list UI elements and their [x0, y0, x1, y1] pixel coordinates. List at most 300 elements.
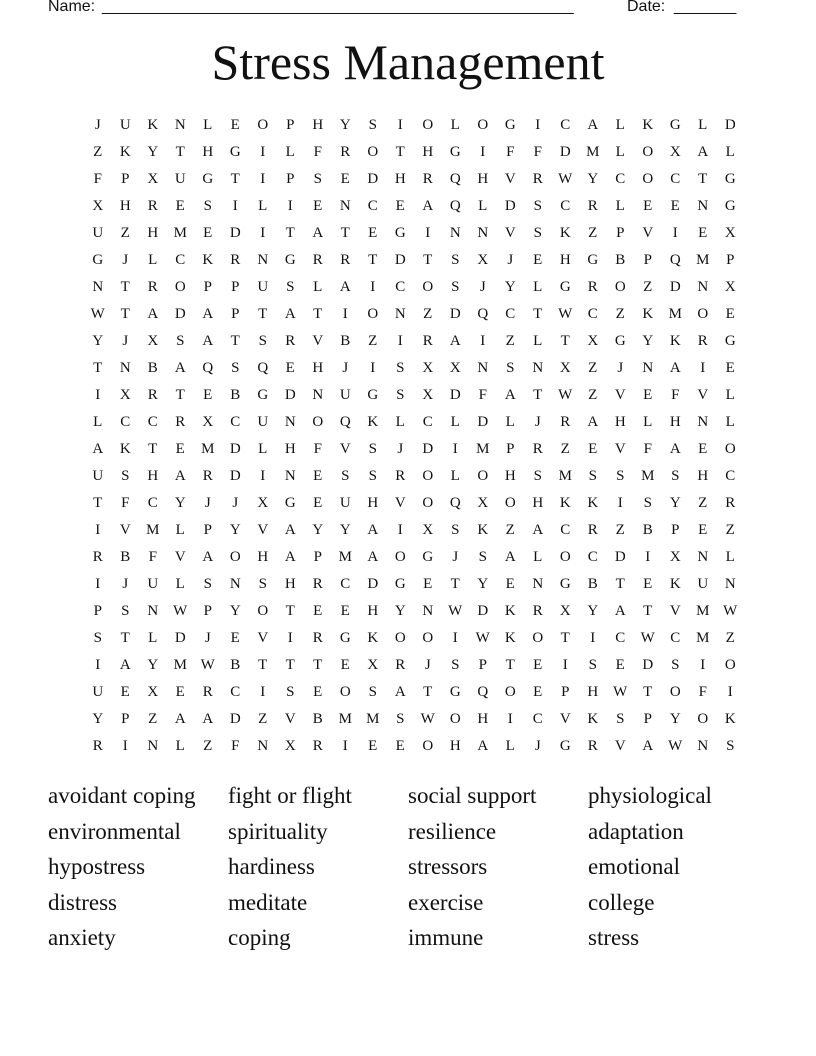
- grid-letter[interactable]: L: [450, 117, 460, 133]
- grid-letter[interactable]: C: [230, 684, 241, 700]
- grid-letter[interactable]: S: [451, 252, 460, 268]
- grid-letter[interactable]: P: [726, 252, 735, 268]
- grid-letter[interactable]: N: [532, 360, 544, 376]
- grid-letter[interactable]: W: [420, 711, 435, 727]
- grid-letter[interactable]: I: [425, 225, 431, 241]
- grid-letter[interactable]: O: [422, 279, 434, 295]
- grid-letter[interactable]: A: [614, 603, 626, 619]
- grid-letter[interactable]: B: [312, 711, 323, 727]
- grid-letter[interactable]: D: [449, 306, 461, 322]
- grid-letter[interactable]: C: [725, 468, 736, 484]
- grid-letter[interactable]: L: [615, 144, 625, 160]
- grid-letter[interactable]: T: [560, 630, 570, 646]
- grid-letter[interactable]: I: [95, 657, 101, 673]
- grid-letter[interactable]: S: [451, 522, 460, 538]
- grid-letter[interactable]: S: [258, 576, 267, 592]
- grid-letter[interactable]: A: [202, 711, 214, 727]
- grid-letter[interactable]: E: [643, 387, 653, 403]
- grid-letter[interactable]: L: [615, 198, 625, 214]
- grid-letter[interactable]: M: [696, 630, 710, 646]
- grid-letter[interactable]: J: [397, 441, 404, 457]
- grid-letter[interactable]: U: [697, 576, 709, 592]
- grid-letter[interactable]: H: [587, 684, 599, 700]
- grid-letter[interactable]: O: [422, 117, 434, 133]
- grid-letter[interactable]: W: [90, 306, 105, 322]
- grid-letter[interactable]: A: [339, 279, 351, 295]
- grid-letter[interactable]: A: [587, 117, 599, 133]
- grid-letter[interactable]: N: [229, 576, 241, 592]
- grid-letter[interactable]: H: [422, 144, 434, 160]
- grid-letter[interactable]: S: [533, 225, 542, 241]
- grid-letter[interactable]: N: [284, 414, 296, 430]
- grid-letter[interactable]: O: [504, 684, 516, 700]
- grid-letter[interactable]: N: [147, 603, 159, 619]
- grid-letter[interactable]: Q: [449, 171, 461, 187]
- grid-letter[interactable]: C: [147, 414, 158, 430]
- grid-letter[interactable]: C: [670, 630, 681, 646]
- grid-letter[interactable]: H: [367, 603, 379, 619]
- grid-letter[interactable]: N: [339, 198, 351, 214]
- grid-letter[interactable]: P: [231, 279, 240, 295]
- grid-letter[interactable]: E: [643, 576, 653, 592]
- grid-letter[interactable]: A: [367, 522, 379, 538]
- grid-letter[interactable]: H: [367, 495, 379, 511]
- grid-letter[interactable]: A: [669, 360, 681, 376]
- grid-letter[interactable]: P: [231, 306, 240, 322]
- grid-letter[interactable]: P: [643, 711, 652, 727]
- grid-letter[interactable]: N: [477, 360, 489, 376]
- grid-letter[interactable]: O: [339, 684, 351, 700]
- grid-letter[interactable]: U: [147, 576, 159, 592]
- grid-letter[interactable]: E: [230, 630, 240, 646]
- grid-letter[interactable]: P: [671, 522, 680, 538]
- grid-letter[interactable]: T: [395, 144, 405, 160]
- grid-letter[interactable]: X: [147, 684, 159, 700]
- grid-letter[interactable]: S: [478, 549, 487, 565]
- grid-letter[interactable]: G: [559, 738, 571, 754]
- grid-letter[interactable]: C: [560, 117, 571, 133]
- grid-letter[interactable]: L: [643, 414, 653, 430]
- grid-letter[interactable]: E: [368, 225, 378, 241]
- grid-letter[interactable]: N: [642, 360, 654, 376]
- grid-letter[interactable]: D: [367, 171, 379, 187]
- grid-letter[interactable]: W: [200, 657, 215, 673]
- grid-letter[interactable]: A: [202, 306, 214, 322]
- grid-letter[interactable]: E: [285, 360, 295, 376]
- grid-letter[interactable]: L: [698, 117, 708, 133]
- grid-letter[interactable]: O: [697, 711, 709, 727]
- grid-letter[interactable]: I: [95, 576, 101, 592]
- grid-letter[interactable]: O: [477, 468, 489, 484]
- grid-letter[interactable]: V: [312, 333, 324, 349]
- grid-letter[interactable]: M: [586, 144, 600, 160]
- grid-letter[interactable]: T: [148, 441, 158, 457]
- grid-letter[interactable]: E: [725, 306, 735, 322]
- grid-letter[interactable]: U: [339, 495, 351, 511]
- grid-letter[interactable]: P: [616, 225, 625, 241]
- grid-letter[interactable]: B: [587, 576, 598, 592]
- grid-letter[interactable]: T: [533, 387, 543, 403]
- grid-letter[interactable]: H: [477, 711, 489, 727]
- grid-letter[interactable]: J: [122, 252, 129, 268]
- grid-letter[interactable]: W: [668, 738, 683, 754]
- grid-letter[interactable]: K: [202, 252, 214, 268]
- grid-letter[interactable]: Y: [92, 333, 104, 349]
- grid-letter[interactable]: R: [395, 657, 406, 673]
- grid-letter[interactable]: M: [696, 603, 710, 619]
- grid-letter[interactable]: M: [146, 522, 160, 538]
- grid-letter[interactable]: J: [204, 630, 211, 646]
- grid-letter[interactable]: T: [285, 225, 295, 241]
- grid-letter[interactable]: X: [669, 144, 681, 160]
- grid-letter[interactable]: T: [120, 279, 130, 295]
- grid-letter[interactable]: K: [367, 414, 379, 430]
- grid-letter[interactable]: Y: [642, 333, 654, 349]
- grid-letter[interactable]: Z: [120, 225, 130, 241]
- grid-letter[interactable]: S: [203, 198, 212, 214]
- grid-letter[interactable]: E: [615, 657, 625, 673]
- grid-letter[interactable]: G: [422, 549, 434, 565]
- grid-letter[interactable]: T: [258, 657, 268, 673]
- grid-letter[interactable]: S: [368, 468, 377, 484]
- grid-letter[interactable]: V: [697, 387, 709, 403]
- grid-letter[interactable]: U: [92, 225, 104, 241]
- grid-letter[interactable]: L: [725, 387, 735, 403]
- grid-letter[interactable]: C: [367, 198, 378, 214]
- grid-letter[interactable]: N: [92, 279, 104, 295]
- grid-letter[interactable]: I: [452, 630, 458, 646]
- grid-letter[interactable]: I: [95, 387, 101, 403]
- grid-letter[interactable]: E: [313, 468, 323, 484]
- grid-letter[interactable]: K: [559, 495, 571, 511]
- grid-letter[interactable]: I: [370, 279, 376, 295]
- grid-letter[interactable]: G: [394, 576, 406, 592]
- grid-letter[interactable]: O: [559, 549, 571, 565]
- grid-letter[interactable]: O: [642, 171, 654, 187]
- grid-letter[interactable]: L: [533, 279, 543, 295]
- grid-letter[interactable]: X: [477, 495, 489, 511]
- grid-letter[interactable]: J: [534, 414, 541, 430]
- grid-letter[interactable]: E: [120, 684, 130, 700]
- grid-letter[interactable]: A: [284, 549, 296, 565]
- grid-letter[interactable]: O: [367, 306, 379, 322]
- grid-letter[interactable]: I: [342, 306, 348, 322]
- grid-letter[interactable]: P: [93, 603, 102, 619]
- grid-letter[interactable]: A: [284, 522, 296, 538]
- grid-letter[interactable]: T: [230, 171, 240, 187]
- grid-letter[interactable]: P: [286, 117, 295, 133]
- grid-letter[interactable]: R: [587, 522, 598, 538]
- grid-letter[interactable]: Z: [588, 225, 598, 241]
- grid-letter[interactable]: I: [507, 711, 513, 727]
- grid-letter[interactable]: U: [257, 279, 269, 295]
- grid-letter[interactable]: E: [395, 198, 405, 214]
- grid-letter[interactable]: A: [532, 522, 544, 538]
- grid-letter[interactable]: I: [645, 549, 651, 565]
- grid-letter[interactable]: C: [422, 414, 433, 430]
- grid-letter[interactable]: T: [175, 387, 185, 403]
- grid-letter[interactable]: E: [203, 225, 213, 241]
- grid-letter[interactable]: K: [147, 117, 159, 133]
- grid-letter[interactable]: D: [559, 144, 571, 160]
- grid-letter[interactable]: R: [340, 144, 351, 160]
- grid-letter[interactable]: V: [257, 522, 269, 538]
- grid-letter[interactable]: H: [257, 549, 269, 565]
- grid-letter[interactable]: Z: [423, 306, 433, 322]
- grid-letter[interactable]: F: [698, 684, 707, 700]
- grid-letter[interactable]: J: [232, 495, 239, 511]
- grid-letter[interactable]: O: [312, 414, 324, 430]
- grid-letter[interactable]: V: [614, 387, 626, 403]
- grid-letter[interactable]: G: [92, 252, 104, 268]
- grid-letter[interactable]: G: [284, 252, 296, 268]
- grid-letter[interactable]: B: [340, 333, 351, 349]
- grid-letter[interactable]: S: [533, 468, 542, 484]
- grid-letter[interactable]: A: [174, 360, 186, 376]
- grid-letter[interactable]: E: [698, 522, 708, 538]
- grid-letter[interactable]: P: [313, 549, 322, 565]
- grid-letter[interactable]: S: [396, 387, 405, 403]
- grid-letter[interactable]: X: [477, 252, 489, 268]
- grid-letter[interactable]: Z: [643, 279, 653, 295]
- grid-letter[interactable]: Z: [148, 711, 158, 727]
- grid-letter[interactable]: T: [93, 495, 103, 511]
- grid-letter[interactable]: J: [204, 495, 211, 511]
- grid-letter[interactable]: N: [697, 414, 709, 430]
- grid-letter[interactable]: L: [203, 117, 213, 133]
- grid-letter[interactable]: Z: [725, 630, 735, 646]
- grid-letter[interactable]: L: [725, 414, 735, 430]
- grid-letter[interactable]: G: [449, 684, 461, 700]
- grid-letter[interactable]: Y: [174, 495, 186, 511]
- grid-letter[interactable]: K: [642, 306, 654, 322]
- grid-letter[interactable]: A: [119, 657, 131, 673]
- grid-letter[interactable]: P: [203, 522, 212, 538]
- grid-letter[interactable]: E: [423, 576, 433, 592]
- grid-letter[interactable]: E: [698, 225, 708, 241]
- grid-letter[interactable]: N: [697, 279, 709, 295]
- grid-letter[interactable]: I: [287, 198, 293, 214]
- grid-letter[interactable]: R: [202, 684, 213, 700]
- grid-letter[interactable]: N: [532, 576, 544, 592]
- grid-letter[interactable]: I: [397, 117, 403, 133]
- grid-letter[interactable]: T: [533, 306, 543, 322]
- grid-letter[interactable]: K: [504, 630, 516, 646]
- grid-letter[interactable]: A: [174, 711, 186, 727]
- grid-letter[interactable]: W: [448, 603, 463, 619]
- grid-letter[interactable]: I: [260, 684, 266, 700]
- grid-letter[interactable]: X: [147, 333, 159, 349]
- grid-letter[interactable]: R: [532, 441, 543, 457]
- grid-letter[interactable]: G: [367, 387, 379, 403]
- grid-letter[interactable]: I: [260, 171, 266, 187]
- grid-letter[interactable]: J: [122, 333, 129, 349]
- grid-letter[interactable]: U: [174, 171, 186, 187]
- grid-letter[interactable]: X: [559, 360, 571, 376]
- grid-letter[interactable]: N: [312, 387, 324, 403]
- grid-letter[interactable]: C: [505, 306, 516, 322]
- grid-letter[interactable]: J: [342, 360, 349, 376]
- grid-letter[interactable]: Z: [203, 738, 213, 754]
- grid-letter[interactable]: A: [504, 549, 516, 565]
- grid-letter[interactable]: A: [284, 306, 296, 322]
- grid-letter[interactable]: E: [340, 657, 350, 673]
- grid-letter[interactable]: A: [477, 738, 489, 754]
- grid-letter[interactable]: X: [559, 603, 571, 619]
- grid-letter[interactable]: O: [532, 630, 544, 646]
- grid-letter[interactable]: L: [175, 522, 185, 538]
- grid-letter[interactable]: I: [590, 630, 596, 646]
- grid-letter[interactable]: A: [92, 441, 104, 457]
- grid-letter[interactable]: E: [588, 441, 598, 457]
- grid-letter[interactable]: I: [287, 630, 293, 646]
- grid-letter[interactable]: V: [174, 549, 186, 565]
- grid-letter[interactable]: S: [396, 711, 405, 727]
- grid-letter[interactable]: O: [614, 279, 626, 295]
- grid-letter[interactable]: R: [395, 468, 406, 484]
- grid-letter[interactable]: I: [562, 657, 568, 673]
- grid-letter[interactable]: A: [449, 333, 461, 349]
- grid-letter[interactable]: X: [422, 522, 434, 538]
- grid-letter[interactable]: I: [700, 657, 706, 673]
- grid-letter[interactable]: Y: [229, 603, 241, 619]
- grid-letter[interactable]: K: [504, 603, 516, 619]
- grid-letter[interactable]: V: [504, 225, 516, 241]
- grid-letter[interactable]: Y: [147, 144, 159, 160]
- grid-letter[interactable]: C: [615, 630, 626, 646]
- grid-letter[interactable]: L: [505, 414, 515, 430]
- grid-letter[interactable]: Y: [587, 171, 599, 187]
- grid-letter[interactable]: C: [615, 171, 626, 187]
- grid-letter[interactable]: A: [422, 198, 434, 214]
- date-field-line[interactable]: _______: [674, 0, 737, 15]
- grid-letter[interactable]: Q: [669, 252, 681, 268]
- grid-letter[interactable]: K: [669, 576, 681, 592]
- grid-letter[interactable]: C: [147, 495, 158, 511]
- grid-letter[interactable]: Q: [339, 414, 351, 430]
- grid-letter[interactable]: T: [285, 603, 295, 619]
- grid-letter[interactable]: I: [370, 360, 376, 376]
- grid-letter[interactable]: I: [480, 333, 486, 349]
- grid-letter[interactable]: K: [559, 225, 571, 241]
- grid-letter[interactable]: T: [368, 252, 378, 268]
- grid-letter[interactable]: K: [119, 441, 131, 457]
- grid-letter[interactable]: X: [422, 360, 434, 376]
- grid-letter[interactable]: X: [119, 387, 131, 403]
- grid-letter[interactable]: O: [449, 711, 461, 727]
- grid-letter[interactable]: L: [615, 117, 625, 133]
- grid-letter[interactable]: B: [230, 657, 241, 673]
- grid-letter[interactable]: B: [120, 549, 131, 565]
- grid-letter[interactable]: B: [615, 252, 626, 268]
- grid-letter[interactable]: Z: [505, 522, 515, 538]
- grid-letter[interactable]: R: [312, 576, 323, 592]
- grid-letter[interactable]: S: [671, 657, 680, 673]
- grid-letter[interactable]: G: [284, 495, 296, 511]
- grid-letter[interactable]: H: [669, 414, 681, 430]
- grid-letter[interactable]: O: [422, 495, 434, 511]
- grid-letter[interactable]: K: [477, 522, 489, 538]
- grid-letter[interactable]: D: [367, 576, 379, 592]
- grid-letter[interactable]: S: [368, 441, 377, 457]
- grid-letter[interactable]: X: [147, 171, 159, 187]
- grid-letter[interactable]: I: [397, 522, 403, 538]
- grid-letter[interactable]: M: [641, 468, 655, 484]
- grid-letter[interactable]: H: [449, 738, 461, 754]
- grid-letter[interactable]: F: [313, 144, 322, 160]
- grid-letter[interactable]: D: [174, 630, 186, 646]
- grid-letter[interactable]: X: [92, 198, 104, 214]
- grid-letter[interactable]: L: [725, 144, 735, 160]
- grid-letter[interactable]: C: [340, 576, 351, 592]
- grid-letter[interactable]: E: [725, 360, 735, 376]
- grid-letter[interactable]: Y: [669, 495, 681, 511]
- grid-letter[interactable]: M: [696, 252, 710, 268]
- grid-letter[interactable]: H: [202, 144, 214, 160]
- grid-letter[interactable]: K: [669, 333, 681, 349]
- grid-letter[interactable]: U: [257, 414, 269, 430]
- grid-letter[interactable]: R: [422, 333, 433, 349]
- grid-letter[interactable]: M: [558, 468, 572, 484]
- grid-letter[interactable]: N: [697, 549, 709, 565]
- grid-letter[interactable]: R: [147, 279, 158, 295]
- grid-letter[interactable]: E: [533, 684, 543, 700]
- grid-letter[interactable]: A: [669, 441, 681, 457]
- grid-letter[interactable]: O: [257, 603, 269, 619]
- grid-letter[interactable]: N: [257, 738, 269, 754]
- grid-letter[interactable]: L: [725, 549, 735, 565]
- grid-letter[interactable]: L: [93, 414, 103, 430]
- grid-letter[interactable]: P: [121, 171, 130, 187]
- grid-letter[interactable]: O: [394, 549, 406, 565]
- grid-letter[interactable]: Z: [588, 360, 598, 376]
- grid-letter[interactable]: R: [587, 738, 598, 754]
- grid-letter[interactable]: J: [507, 252, 514, 268]
- grid-letter[interactable]: G: [449, 144, 461, 160]
- grid-letter[interactable]: F: [478, 387, 487, 403]
- grid-letter[interactable]: P: [478, 657, 487, 673]
- grid-letter[interactable]: S: [286, 279, 295, 295]
- grid-letter[interactable]: C: [560, 198, 571, 214]
- grid-letter[interactable]: G: [724, 333, 736, 349]
- grid-letter[interactable]: F: [121, 495, 130, 511]
- grid-letter[interactable]: E: [643, 198, 653, 214]
- grid-letter[interactable]: S: [671, 468, 680, 484]
- grid-letter[interactable]: G: [724, 198, 736, 214]
- grid-letter[interactable]: B: [642, 522, 653, 538]
- grid-letter[interactable]: O: [422, 468, 434, 484]
- grid-letter[interactable]: L: [258, 441, 268, 457]
- grid-letter[interactable]: K: [367, 630, 379, 646]
- grid-letter[interactable]: H: [147, 225, 159, 241]
- grid-letter[interactable]: D: [477, 414, 489, 430]
- grid-letter[interactable]: L: [533, 549, 543, 565]
- grid-letter[interactable]: S: [616, 468, 625, 484]
- grid-letter[interactable]: Q: [449, 495, 461, 511]
- grid-letter[interactable]: G: [559, 576, 571, 592]
- grid-letter[interactable]: N: [284, 468, 296, 484]
- grid-letter[interactable]: W: [640, 630, 655, 646]
- grid-letter[interactable]: S: [121, 603, 130, 619]
- grid-letter[interactable]: R: [92, 549, 103, 565]
- grid-letter[interactable]: C: [670, 171, 681, 187]
- grid-letter[interactable]: O: [477, 117, 489, 133]
- grid-letter[interactable]: O: [394, 630, 406, 646]
- grid-letter[interactable]: O: [174, 279, 186, 295]
- grid-letter[interactable]: E: [533, 657, 543, 673]
- grid-letter[interactable]: H: [697, 468, 709, 484]
- grid-letter[interactable]: I: [95, 522, 101, 538]
